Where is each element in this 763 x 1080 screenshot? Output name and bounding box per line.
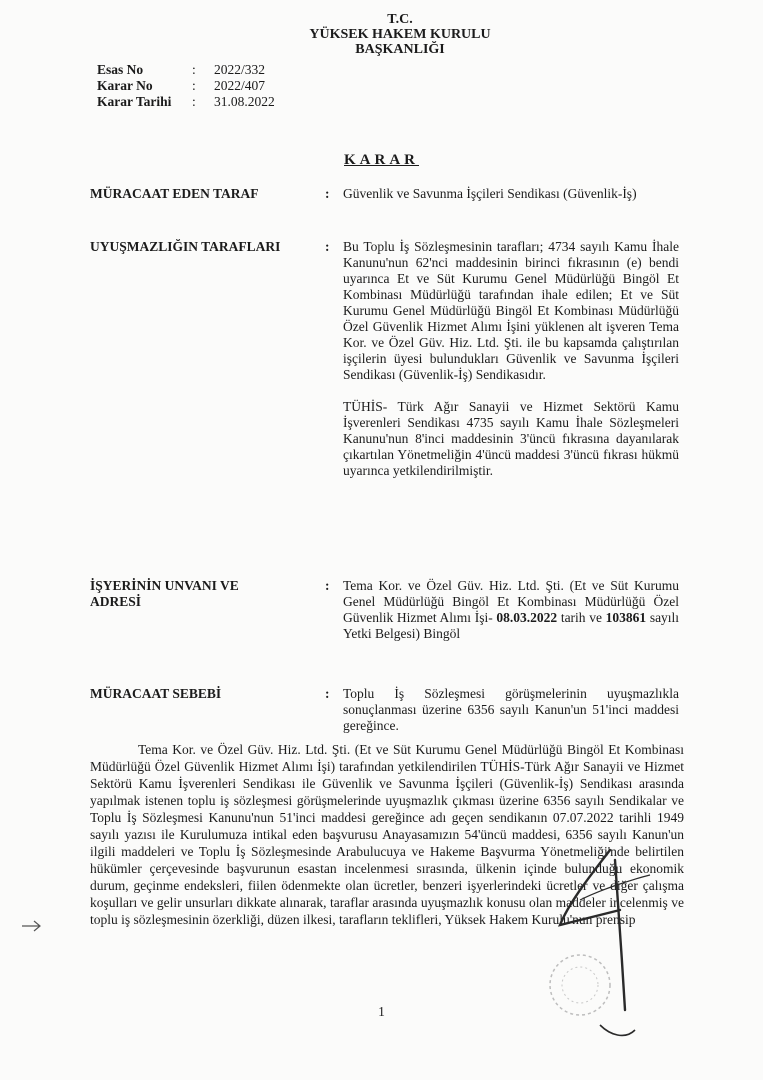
- meta-label: Karar No: [97, 78, 153, 93]
- section-text: [343, 578, 679, 658]
- header-institution: YÜKSEK HAKEM KURULU: [309, 27, 491, 42]
- section-colon: :: [325, 686, 330, 701]
- meta-value: 2022/407: [214, 78, 266, 93]
- section-colon: :: [325, 578, 330, 593]
- official-stamp: [545, 950, 615, 1020]
- section-label-line: İŞYERİNİN UNVANI VE: [90, 578, 239, 593]
- section-applicant: [90, 186, 690, 226]
- meta-label: Esas No: [97, 62, 144, 77]
- decision-body-paragraph: Tema Kor. ve Özel Güv. Hiz. Ltd. Şti. (Et ve Süt Kurumu Genel Müdürlüğü Bingöl Et Kombinası Müdürlüğü Özel Güvenlik Hizmet Alımı İşi) tarafından yetkilendirilen TÜHİS-Türk Ağır Sanayii ve Hizmet Sektörü Kamu İşverenleri Sendikası ile Güvenlik ve Savunma İşçileri (Güvenlik-İş) Sendikası arasında yapılmak istenen toplu iş sözleşmesi görüşmelerinde uyuşmazlık çıkması üzerine 6356 sayılı Sendikalar ve Toplu İş Sözleşmesi Kanunu'nun 51'inci maddesi gereğince adı geçen sendikanın 07.07.2022 tarihli 1949 sayılı yazısı ile Kurulumuza intikal eden başvurusu Anayasamızın 54'üncü maddesi, 6356 sayılı Kanun'un ilgili maddeleri ve Toplu İş Sözleşmesinde Arabulucuya ve Hakeme Başvurma Yönetmeliği'nde belirtilen hükümler çerçevesinde başvurunun esastan incelenmesi sırasında, ülkenin içinde bulunduğu ekonomik durum, geçinme endeksleri, fiilen ödenmekte olan ücretler, benzeri işyerlerindeki ücretler ve diğer çalışma koşulları ve gelir unsurları dikkate alınarak, taraflar arasında uyuşmazlık konusu olan maddeler incelenmiş ve toplu iş sözleşmesinin özerkliği, düzen ilkesi, tarafların teklifleri, Yüksek Hakem Kurulu'nun prensip: [90, 742, 684, 927]
- page-number: 1: [378, 1004, 385, 1019]
- section-reason: [90, 686, 690, 738]
- meta-value: 31.08.2022: [214, 94, 275, 109]
- section-label: MÜRACAAT SEBEBİ: [90, 686, 222, 701]
- meta-colon: :: [192, 78, 196, 93]
- section-workplace: [90, 578, 690, 668]
- workplace-text-a: Tema Kor. ve Özel Güv. Hiz. Ltd. Şti. (Et ve Süt Kurumu Genel Müdürlüğü Bingöl Et Kombinası Müdürlüğü Özel Güvenlik Hizmet Alımı İşi-: [343, 578, 679, 625]
- scan-edge-mark-icon: [20, 918, 44, 934]
- meta-karar-tarihi: [97, 94, 275, 110]
- applicant-text: Güvenlik ve Savunma İşçileri Sendikası (Güvenlik-İş): [343, 186, 637, 201]
- authorization-number: 103861: [605, 610, 647, 625]
- document-header: [250, 12, 550, 57]
- meta-label: Karar Tarihi: [97, 94, 172, 109]
- reason-text: Toplu İş Sözleşmesi görüşmelerinin uyuşmazlıkla sonuçlanması üzerine 6356 sayılı Kanun'un 51'inci maddesi gereğince.: [343, 686, 679, 733]
- section-label: MÜRACAAT EDEN TARAF: [90, 186, 259, 201]
- section-label-line: ADRESİ: [90, 594, 142, 609]
- section-parties: [90, 239, 690, 569]
- meta-karar-no: [97, 78, 275, 94]
- meta-colon: :: [192, 94, 196, 109]
- parties-paragraph-2: TÜHİS- Türk Ağır Sanayii ve Hizmet Sektörü Kamu İşverenleri Sendikası 4735 sayılı Kamu İhale Sözleşmeleri Kanunu'nun 8'inci maddesinin 3'üncü fıkrasına dayanılarak çıkartılan Yönetmeliğin 4'üncü maddesi 3'üncü fıkrası hükmü uyarınca yetkilendirilmiştir.: [343, 399, 679, 478]
- parties-paragraph-1: Bu Toplu İş Sözleşmesinin tarafları; 4734 sayılı Kamu İhale Kanunu'nun 62'nci maddesinin birinci fıkrasının (e) bendi uyarınca Et ve Süt Kurumu Genel Müdürlüğü Bingöl Et Kombinası Müdürlüğü tarafından ihale edilen; Et ve Süt Kurumu Genel Müdürlüğü Bingöl Et Kombinası Müdürlüğü Özel Güvenlik Hizmet Alımı İşini yüklenen alt işveren Tema Kor. ve Özel Güv. Hiz. Ltd. Şti. ile bu kapsamda çalıştırılan işçilerin üyesi bulundukları Güvenlik ve Savunma İşçileri Sendikası (Güvenlik-İş) Sendikasıdır.: [343, 239, 679, 382]
- section-text: [343, 186, 679, 218]
- meta-colon: :: [192, 62, 196, 77]
- workplace-text-b: tarih ve: [560, 610, 602, 625]
- section-colon: :: [325, 239, 330, 254]
- case-meta: [97, 62, 275, 110]
- meta-value: 2022/332: [214, 62, 266, 77]
- authorization-date: 08.03.2022: [496, 610, 558, 625]
- section-label: [90, 578, 330, 610]
- section-text: [343, 239, 679, 495]
- section-label: UYUŞMAZLIĞIN TARAFLARI: [90, 239, 281, 254]
- workplace-text-c: sayılı Yetki Belgesi) Bingöl: [343, 610, 680, 641]
- meta-esas: [97, 62, 275, 78]
- header-presidency: BAŞKANLIĞI: [355, 42, 445, 57]
- section-colon: :: [325, 186, 330, 201]
- header-tc: T.C.: [387, 12, 413, 27]
- workplace-text: [343, 578, 679, 642]
- decision-title: KARAR: [344, 152, 419, 168]
